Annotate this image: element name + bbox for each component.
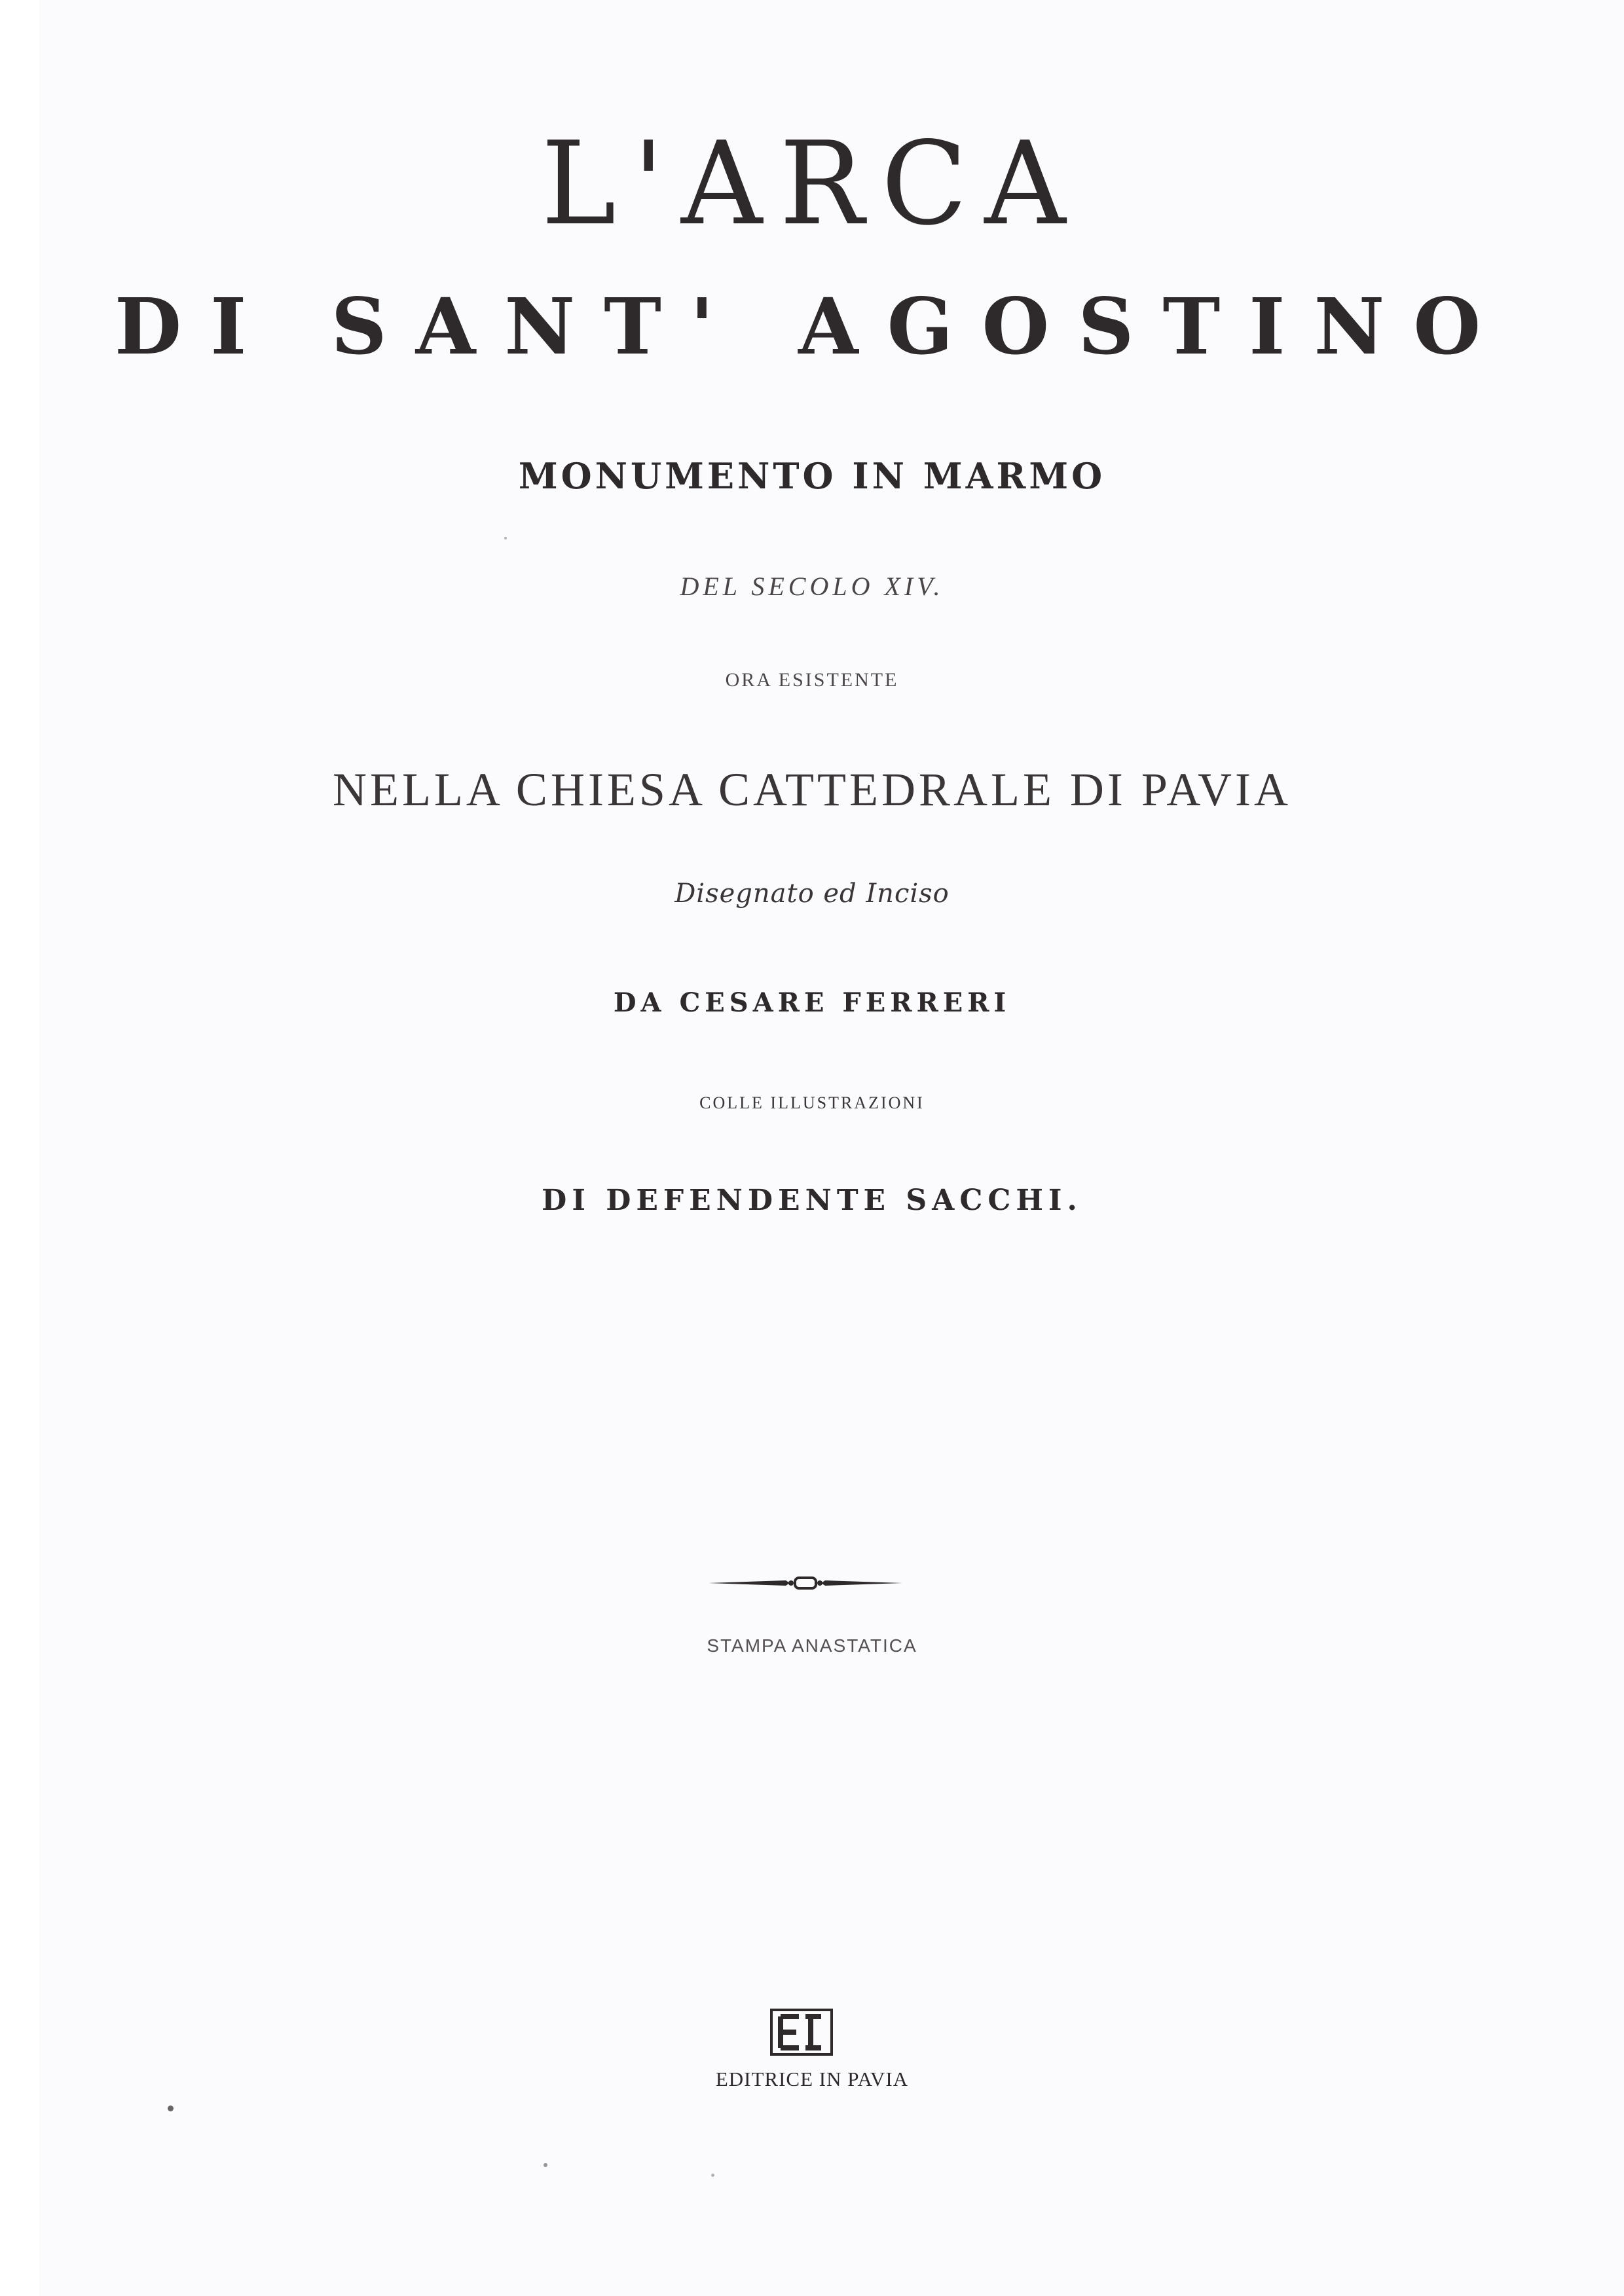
subtitle-secolo: DEL SECOLO XIV. (680, 572, 944, 601)
paper-speck (544, 2163, 547, 2167)
author-illustrator: DI DEFENDENTE SACCHI. (542, 1184, 1082, 1217)
author-engraver: DA CESARE FERRERI (613, 987, 1011, 1018)
title-line-1: L'ARCA (541, 116, 1083, 251)
title-line-2: DI SANT' AGOSTINO (114, 281, 1510, 372)
publisher-name: EDITRICE IN PAVIA (715, 2068, 909, 2090)
paper-speck (168, 2105, 174, 2111)
edition-label: STAMPA ANASTATICA (707, 1635, 917, 1656)
subtitle-chiesa: NELLA CHIESA CATTEDRALE DI PAVIA (332, 763, 1292, 816)
subtitle-illustrazioni: COLLE ILLUSTRAZIONI (699, 1093, 925, 1112)
subtitle-ora-esistente: ORA ESISTENTE (725, 669, 899, 691)
paper-speck (504, 537, 507, 539)
publisher-logo-icon (770, 2009, 833, 2056)
decorative-rule-ornament-icon (707, 1571, 904, 1595)
subtitle-monumento: MONUMENTO IN MARMO (518, 455, 1106, 497)
script-disegnato: Disegnato ed Inciso (674, 879, 950, 909)
paper-speck (711, 2174, 714, 2177)
